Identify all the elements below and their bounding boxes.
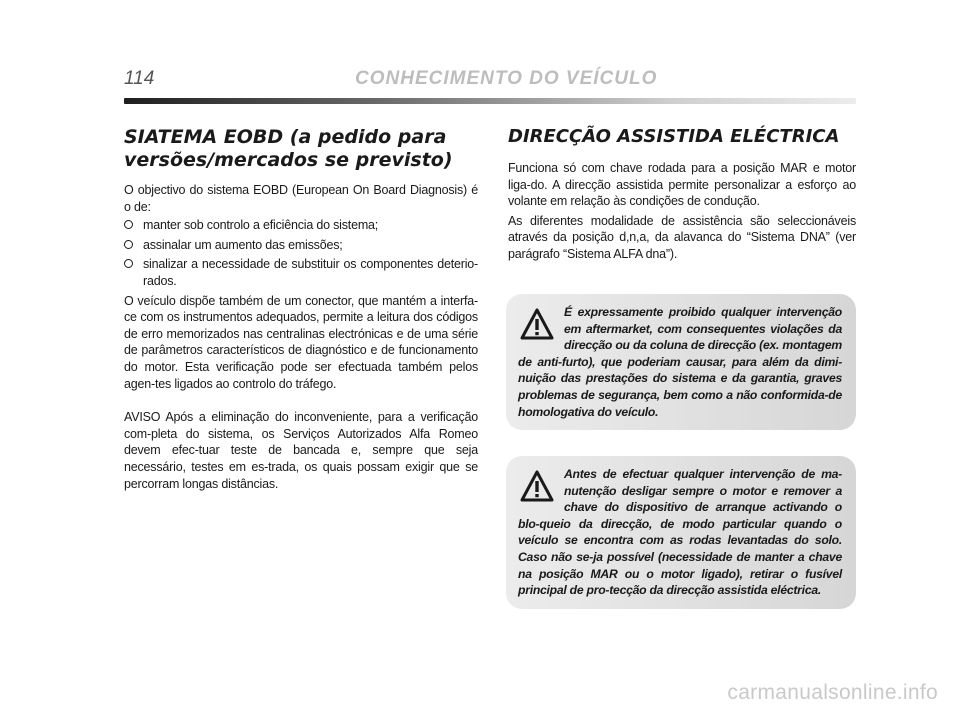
bullet-circle-icon bbox=[124, 220, 133, 229]
warning-box-aftermarket bbox=[506, 294, 856, 430]
warning-text-maintenance: Antes de efectuar qualquer intervenção de ma-nutenção desligar sempre o motor e remover a chave do dispositivo de arranque activando o blo-queio da direcção, de modo particular quando o veículo se encontra com as rodas levantadas do solo. Caso não se-ja possível (necessidade de manter a chave na posição MAR ou o motor ligado), retirar o fusível principal de pro-tecção da direcção assistida eléctrica. bbox=[518, 467, 842, 598]
list-item-text: manter sob controlo a eficiência do sistema; bbox=[143, 218, 379, 233]
right-column bbox=[508, 126, 856, 263]
list-item-text: assinalar um aumento das emissões; bbox=[143, 237, 343, 252]
page-number: 114 bbox=[124, 68, 155, 89]
power-steering-paragraph-1: Funciona só com chave rodada para a posição MAR e motor liga-do. A direcção assistida permite personalizar a esforço ao volante em relação às condições de condução. bbox=[508, 161, 856, 209]
bullet-circle-icon bbox=[124, 240, 133, 249]
eobd-title: SIATEMA EOBD (a pedido para versões/mercados se previsto) bbox=[124, 126, 453, 171]
watermark: carmanualsonline.info bbox=[727, 681, 938, 704]
eobd-intro: O objectivo do sistema EOBD (European On Board Diagnosis) é o de: bbox=[124, 183, 478, 214]
header-rule bbox=[124, 98, 856, 104]
list-item-text: sinalizar a necessidade de substituir os componentes deterio-rados. bbox=[143, 257, 478, 288]
list-item bbox=[124, 256, 478, 289]
warning-text-aftermarket: É expressamente proibido qualquer intervenção em aftermarket, com consequentes violações da direcção ou da coluna de direcção (ex. montagem de anti-furto), que poderiam causar, para além da dimi-nuição das prestações do sistema e da garantia, graves problemas de segurança, bem como a não conformida-de homologativa do veículo. bbox=[518, 305, 842, 419]
eobd-connector-paragraph: O veículo dispõe também de um conector, que mantém a interfa-ce com os instrumentos adequados, permite a leitura dos códigos de erro memorizados nas centralinas electrónicas e de uma série de parâmetros característicos de diagnóstico e de funcionamento do motor. Esta verificação pode ser efectuada também pelos agen-tes ligados ao controlo do tráfego. bbox=[124, 293, 478, 391]
warning-triangle-icon bbox=[520, 308, 554, 340]
warning-box-maintenance bbox=[506, 456, 856, 609]
warning-triangle-icon bbox=[520, 470, 554, 502]
eobd-notice-paragraph: AVISO Após a eliminação do inconveniente, para a verificação com-pleta do sistema, os Serviços Autorizados Alfa Romeo devem efec-tuar teste de bancada e, sempre que seja necessário, testes em es-trada, os quais possam exigir que se percorram longas distâncias. bbox=[124, 410, 478, 491]
left-column bbox=[124, 126, 478, 492]
power-steering-paragraph-2: As diferentes modalidade de assistência são seleccionáveis através da posição d,n,a, da alavanca do “Sistema DNA” (ver parágrafo “Sistema ALFA dna”). bbox=[508, 213, 856, 261]
list-item bbox=[124, 217, 478, 234]
list-item bbox=[124, 237, 478, 254]
power-steering-title: DIRECÇÃO ASSISTIDA ELÉCTRICA bbox=[508, 126, 840, 147]
running-header: CONHECIMENTO DO VEÍCULO bbox=[355, 68, 658, 89]
bullet-circle-icon bbox=[124, 259, 133, 268]
eobd-bullet-list bbox=[124, 217, 478, 289]
